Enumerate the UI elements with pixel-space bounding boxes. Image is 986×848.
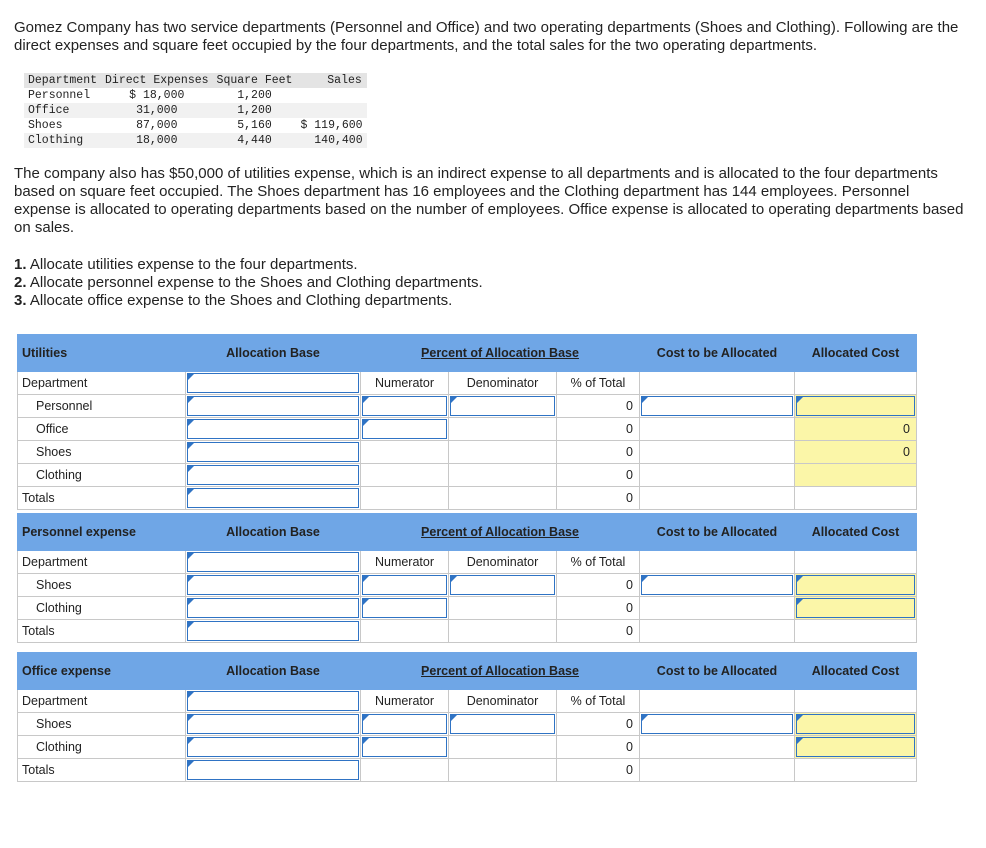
allocation-base-total-input[interactable] — [187, 621, 359, 641]
given-header-square-feet: Square Feet — [216, 74, 293, 87]
utilities-header-row — [18, 335, 917, 372]
personnel-title: Personnel expense — [18, 514, 186, 551]
numerator-cell[interactable] — [361, 713, 449, 736]
allocation-base-total-input[interactable] — [187, 488, 359, 508]
allocated-cost-header: Allocated Cost — [795, 514, 917, 551]
given-cell: 140,400 — [314, 134, 363, 147]
requirement-3 — [14, 292, 483, 310]
pct-value: 0 — [557, 418, 640, 441]
allocated-cost-header: Allocated Cost — [795, 653, 917, 690]
pct-value: 0 — [557, 441, 640, 464]
pct-total-label: % of Total — [557, 551, 640, 574]
row-label: Clothing — [18, 464, 186, 487]
allocated-cost-cell[interactable] — [795, 395, 917, 418]
allocated-cost-cell[interactable] — [795, 736, 917, 759]
cost-to-allocate-cell — [640, 736, 795, 759]
row-label: Shoes — [18, 574, 186, 597]
given-cell: $ 18,000 — [129, 89, 185, 102]
pct-value: 0 — [557, 597, 640, 620]
given-header-sales: Sales — [327, 74, 362, 87]
totals-label: Totals — [18, 487, 186, 510]
empty-cell — [640, 759, 795, 782]
empty-cell — [640, 620, 795, 643]
pct-total-label: % of Total — [557, 690, 640, 713]
cost-to-allocate-header: Cost to be Allocated — [640, 514, 795, 551]
allocation-base-cell[interactable] — [186, 574, 361, 597]
table-row — [18, 418, 917, 441]
allocated-cost-header: Allocated Cost — [795, 335, 917, 372]
cost-to-allocate-header: Cost to be Allocated — [640, 335, 795, 372]
given-header-direct-expenses: Direct Expenses — [105, 74, 209, 87]
allocated-cost-cell[interactable] — [795, 597, 917, 620]
allocation-base-input-cell[interactable] — [186, 372, 361, 395]
personnel-table — [17, 513, 917, 643]
percent-of-base-header: Percent of Allocation Base — [361, 653, 640, 690]
allocation-base-cell[interactable] — [186, 464, 361, 487]
allocation-base-input[interactable] — [187, 419, 359, 439]
allocation-base-input[interactable] — [187, 396, 359, 416]
allocated-cost-input[interactable] — [796, 598, 915, 618]
denominator-cell — [449, 441, 557, 464]
given-cell: Clothing — [28, 134, 84, 147]
allocated-cost-input[interactable] — [796, 575, 915, 595]
cost-to-allocate-input[interactable] — [641, 714, 793, 734]
allocation-base-cell[interactable] — [186, 418, 361, 441]
given-data-table — [24, 73, 367, 148]
numerator-cell — [361, 441, 449, 464]
requirement-number: 2. — [14, 274, 27, 291]
allocation-base-cell[interactable] — [186, 395, 361, 418]
cost-to-allocate-header: Cost to be Allocated — [640, 653, 795, 690]
denominator-cell — [449, 464, 557, 487]
department-label: Department — [18, 372, 186, 395]
office-subheader-row — [18, 690, 917, 713]
given-header-department: Department — [28, 74, 98, 87]
allocation-base-input[interactable] — [187, 575, 359, 595]
given-cell: Office — [28, 104, 70, 117]
totals-label: Totals — [18, 620, 186, 643]
denominator-cell[interactable] — [449, 574, 557, 597]
allocation-base-header: Allocation Base — [186, 653, 361, 690]
row-label: Clothing — [18, 736, 186, 759]
empty-cell — [361, 759, 449, 782]
office-header-row — [18, 653, 917, 690]
allocation-base-header: Allocation Base — [186, 514, 361, 551]
empty-cell — [449, 620, 557, 643]
allocated-cost-value: 0 — [795, 418, 917, 441]
denominator-cell[interactable] — [449, 713, 557, 736]
cost-to-allocate-input[interactable] — [641, 575, 793, 595]
denominator-label: Denominator — [449, 690, 557, 713]
allocation-base-input[interactable] — [187, 714, 359, 734]
table-row — [18, 736, 917, 759]
given-cell: 5,160 — [237, 119, 272, 132]
requirement-number: 1. — [14, 256, 27, 273]
allocation-base-input-cell[interactable] — [186, 551, 361, 574]
personnel-subheader-row — [18, 551, 917, 574]
numerator-cell[interactable] — [361, 736, 449, 759]
intro-text: Gomez Company has two service departments (Personnel and Office) and two operating departments (Shoes and Clothing). Following are the direct expenses and square feet occupied by the four departments, and the total sales for the two operating departments. — [14, 19, 959, 54]
numerator-label: Numerator — [361, 551, 449, 574]
given-cell — [296, 103, 366, 118]
allocation-base-input[interactable] — [187, 442, 359, 462]
table-row — [18, 597, 917, 620]
numerator-input[interactable] — [362, 575, 447, 595]
pct-total-value: 0 — [557, 487, 640, 510]
row-label: Office — [18, 418, 186, 441]
table-row — [18, 574, 917, 597]
denominator-cell — [449, 736, 557, 759]
denominator-cell — [449, 418, 557, 441]
problem-paragraph: The company also has $50,000 of utilities expense, which is an indirect expense to all departments and is allocated to the four departments based on square feet occupied. The Shoes department has 16 employees and the Clothing department has 144 employees. Personnel expense is allocated to operating departments based on the number of employees. Office expense is allocated to operating departments based on sales. — [14, 165, 964, 236]
allocation-base-input-cell[interactable] — [186, 690, 361, 713]
allocation-base-total-cell[interactable] — [186, 487, 361, 510]
totals-row — [18, 759, 917, 782]
table-row — [18, 464, 917, 487]
empty-cell — [640, 551, 795, 574]
allocation-base-header: Allocation Base — [186, 335, 361, 372]
empty-cell — [640, 372, 795, 395]
allocation-base-input[interactable] — [187, 737, 359, 757]
requirements-list — [14, 256, 483, 310]
pct-value: 0 — [557, 395, 640, 418]
allocated-cost-value: 0 — [795, 441, 917, 464]
empty-cell — [640, 690, 795, 713]
given-cell: 31,000 — [136, 104, 178, 117]
numerator-input[interactable] — [362, 396, 447, 416]
pct-total-value: 0 — [557, 759, 640, 782]
empty-cell — [795, 487, 917, 510]
allocation-base-total-cell[interactable] — [186, 620, 361, 643]
given-row — [24, 88, 367, 103]
allocation-base-cell[interactable] — [186, 441, 361, 464]
empty-cell — [795, 759, 917, 782]
pct-total-value: 0 — [557, 620, 640, 643]
empty-cell — [795, 620, 917, 643]
table-row — [18, 441, 917, 464]
pct-value: 0 — [557, 736, 640, 759]
totals-row — [18, 620, 917, 643]
given-row — [24, 133, 367, 148]
empty-cell — [795, 372, 917, 395]
allocated-cost-input[interactable] — [796, 396, 915, 416]
given-cell: 1,200 — [237, 89, 272, 102]
numerator-label: Numerator — [361, 690, 449, 713]
given-row — [24, 103, 367, 118]
allocated-cost-cell[interactable] — [795, 713, 917, 736]
allocation-base-input[interactable] — [187, 691, 359, 711]
allocation-base-cell[interactable] — [186, 736, 361, 759]
row-label: Shoes — [18, 713, 186, 736]
given-header-row — [24, 73, 367, 88]
totals-label: Totals — [18, 759, 186, 782]
row-label: Shoes — [18, 441, 186, 464]
requirement-text: Allocate utilities expense to the four departments. — [26, 256, 358, 273]
allocation-base-input[interactable] — [187, 465, 359, 485]
utilities-title: Utilities — [18, 335, 186, 372]
allocated-cost-input[interactable] — [796, 737, 915, 757]
empty-cell — [795, 551, 917, 574]
denominator-label: Denominator — [449, 551, 557, 574]
cost-to-allocate-cell — [640, 441, 795, 464]
office-title: Office expense — [18, 653, 186, 690]
requirement-2 — [14, 274, 483, 292]
denominator-input[interactable] — [450, 396, 555, 416]
denominator-input[interactable] — [450, 575, 555, 595]
empty-cell — [795, 690, 917, 713]
allocation-base-total-cell[interactable] — [186, 759, 361, 782]
percent-of-base-header: Percent of Allocation Base — [361, 335, 640, 372]
row-label: Clothing — [18, 597, 186, 620]
department-label: Department — [18, 690, 186, 713]
denominator-label: Denominator — [449, 372, 557, 395]
cost-to-allocate-cell[interactable] — [640, 713, 795, 736]
denominator-input[interactable] — [450, 714, 555, 734]
requirement-number: 3. — [14, 292, 27, 309]
numerator-cell[interactable] — [361, 597, 449, 620]
requirement-1 — [14, 256, 483, 274]
cost-to-allocate-cell — [640, 464, 795, 487]
table-row — [18, 713, 917, 736]
numerator-cell — [361, 464, 449, 487]
office-table — [17, 652, 917, 782]
percent-of-base-header: Percent of Allocation Base — [361, 514, 640, 551]
pct-value: 0 — [557, 574, 640, 597]
allocation-base-total-input[interactable] — [187, 760, 359, 780]
totals-row — [18, 487, 917, 510]
allocation-base-input[interactable] — [187, 373, 359, 393]
allocation-base-cell[interactable] — [186, 597, 361, 620]
requirement-text: Allocate office expense to the Shoes and Clothing departments. — [26, 292, 453, 309]
numerator-cell[interactable] — [361, 418, 449, 441]
allocated-cost-cell[interactable] — [795, 574, 917, 597]
numerator-input[interactable] — [362, 598, 447, 618]
allocation-base-input[interactable] — [187, 598, 359, 618]
given-cell: $ 119,600 — [300, 119, 363, 132]
cost-to-allocate-cell — [640, 597, 795, 620]
personnel-header-row — [18, 514, 917, 551]
empty-cell — [449, 487, 557, 510]
requirement-text: Allocate personnel expense to the Shoes and Clothing departments. — [26, 274, 483, 291]
denominator-cell[interactable] — [449, 395, 557, 418]
utilities-subheader-row — [18, 372, 917, 395]
department-label: Department — [18, 551, 186, 574]
numerator-input[interactable] — [362, 714, 447, 734]
allocation-base-input[interactable] — [187, 552, 359, 572]
pct-value: 0 — [557, 464, 640, 487]
table-row — [18, 395, 917, 418]
empty-cell — [361, 487, 449, 510]
pct-total-label: % of Total — [557, 372, 640, 395]
allocated-cost-input[interactable] — [796, 714, 915, 734]
allocation-base-cell[interactable] — [186, 713, 361, 736]
cost-to-allocate-cell[interactable] — [640, 574, 795, 597]
given-cell: 18,000 — [136, 134, 178, 147]
denominator-cell — [449, 597, 557, 620]
cost-to-allocate-cell — [640, 418, 795, 441]
utilities-table — [17, 334, 917, 510]
given-cell: 87,000 — [136, 119, 178, 132]
numerator-input[interactable] — [362, 737, 447, 757]
pct-value: 0 — [557, 713, 640, 736]
allocated-cost-value — [795, 464, 917, 487]
numerator-cell[interactable] — [361, 395, 449, 418]
cost-to-allocate-input[interactable] — [641, 396, 793, 416]
empty-cell — [640, 487, 795, 510]
given-cell: 4,440 — [237, 134, 272, 147]
cost-to-allocate-cell[interactable] — [640, 395, 795, 418]
given-cell: 1,200 — [237, 104, 272, 117]
numerator-label: Numerator — [361, 372, 449, 395]
given-row — [24, 118, 367, 133]
empty-cell — [361, 620, 449, 643]
given-cell — [296, 88, 366, 103]
row-label: Personnel — [18, 395, 186, 418]
numerator-input[interactable] — [362, 419, 447, 439]
given-cell: Personnel — [28, 89, 91, 102]
empty-cell — [449, 759, 557, 782]
numerator-cell[interactable] — [361, 574, 449, 597]
given-cell: Shoes — [28, 119, 63, 132]
